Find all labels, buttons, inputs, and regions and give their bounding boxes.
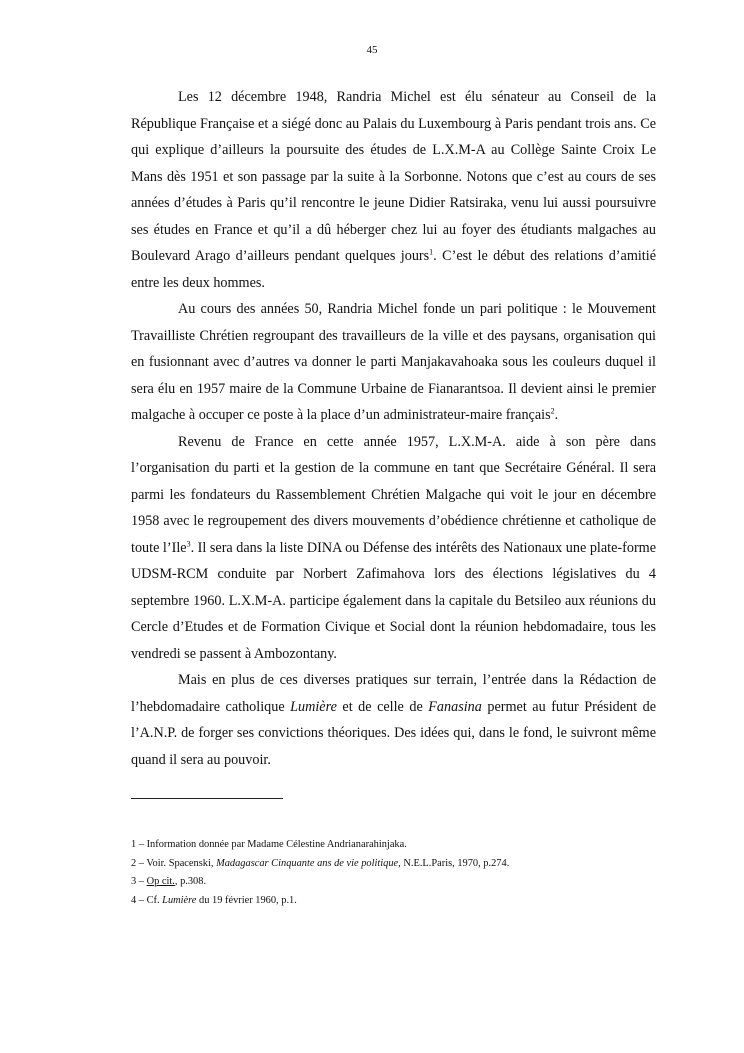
paragraph-text: Au cours des années 50, Randria Michel fonde un pari politique : le Mouvement Travailliste Chrétien regroupant des travailleurs de la ville et des paysans, organisation qui en fusionnant avec d’autres va donner le parti Manjakavahoaka sous les couleurs duquel il sera élu en 1957 maire de la Commune Urbaine de Fianarantsoa. Il devient ainsi le premier malgache à occuper ce poste à la place d’un administrateur-maire français	[131, 301, 656, 423]
publication-title: Fanasina	[428, 698, 482, 715]
footnote-text: 4 – Cf.	[131, 894, 163, 906]
footnote-text: 2 – Voir. Spacenski,	[131, 857, 217, 869]
footnote-ref: 3	[186, 538, 191, 548]
footnote-title: Madagascar Cinquante ans de vie politique	[216, 857, 399, 869]
footnote	[131, 873, 691, 892]
footnotes	[131, 836, 691, 910]
main-text	[131, 84, 656, 773]
footnote-ref: 1	[429, 247, 434, 257]
paragraph	[131, 429, 656, 668]
page-number: 45	[366, 44, 378, 56]
paragraph-text: . C’est le début des relations d’amitié entre les deux hommes.	[131, 248, 656, 291]
paragraph-text: permet au futur Président de l’A.N.P. de forger ses convictions théoriques. Des idées qui, dans le fond, le suivront même quand il sera au pouvoir.	[131, 698, 656, 768]
footnote-op-cit: Op cit.	[146, 876, 175, 887]
footnote	[131, 892, 691, 911]
publication-title: Lumière	[290, 698, 337, 715]
footnote-text: , p.308.	[174, 876, 207, 887]
footnote-text: 3 –	[131, 876, 147, 887]
paragraph-text: et de celle de	[336, 698, 429, 715]
footnote-text: du 19 février 1960, p.1.	[196, 894, 297, 906]
footnote-ref: 2	[550, 406, 555, 416]
footnote-title: Lumière	[162, 894, 197, 906]
paragraph	[131, 84, 656, 296]
paragraph-text: . Il sera dans la liste DINA ou Défense des intérêts des Nationaux une plate-forme UDSM-RCM conduite par Norbert Zafimahova lors des élections législatives du 4 septembre 1960. L.X.M-A. participe également dans la capitale du Betsileo aux réunions du Cercle d’Etudes et de Formation Civique et Social dont la réunion hebdomadaire, tous les vendredi se passent à Ambozontany.	[131, 539, 657, 662]
footnote-text: , N.E.L.Paris, 1970, p.274.	[398, 857, 510, 869]
footnote	[131, 836, 691, 855]
paragraph	[131, 296, 656, 429]
footnote-text: 1 – Information donnée par Madame Célestine Andrianarahinjaka.	[131, 839, 407, 850]
paragraph-text: .	[554, 407, 559, 423]
footnote	[131, 855, 691, 874]
paragraph-text: Les 12 décembre 1948, Randria Michel est élu sénateur au Conseil de la République Française et a siégé donc au Palais du Luxembourg à Paris pendant trois ans. Ce qui explique d’ailleurs la poursuite des études de L.X.M-A au Collège Sainte Croix Le Mans dès 1951 et son passage par la suite à la Sorbonne. Notons que c’est au cours de ses années d’études à Paris qu’il rencontre le jeune Didier Ratsiraka, venu lui aussi poursuivre ses études en France et qu’il a dû héberger chez lui au foyer des étudiants malgaches au Boulevard Arago d’ailleurs pendant quelques jours	[131, 89, 656, 264]
paragraph-text: Mais en plus de ces diverses pratiques sur terrain, l’entrée dans la Rédaction de l’hebdomadaire catholique	[131, 672, 656, 715]
paragraph-text: Revenu de France en cette année 1957, L.X.M-A. aide à son père dans l’organisation du parti et la gestion de la commune en tant que Secrétaire Général. Il sera parmi les fondateurs du Rassemblement Chrétien Malgache qui voit le jour en décembre 1958 avec le regroupement des divers mouvements d’obédience chrétienne et catholique de toute l’Ile	[131, 433, 656, 556]
footnote-separator	[131, 798, 283, 799]
paragraph	[131, 667, 656, 773]
